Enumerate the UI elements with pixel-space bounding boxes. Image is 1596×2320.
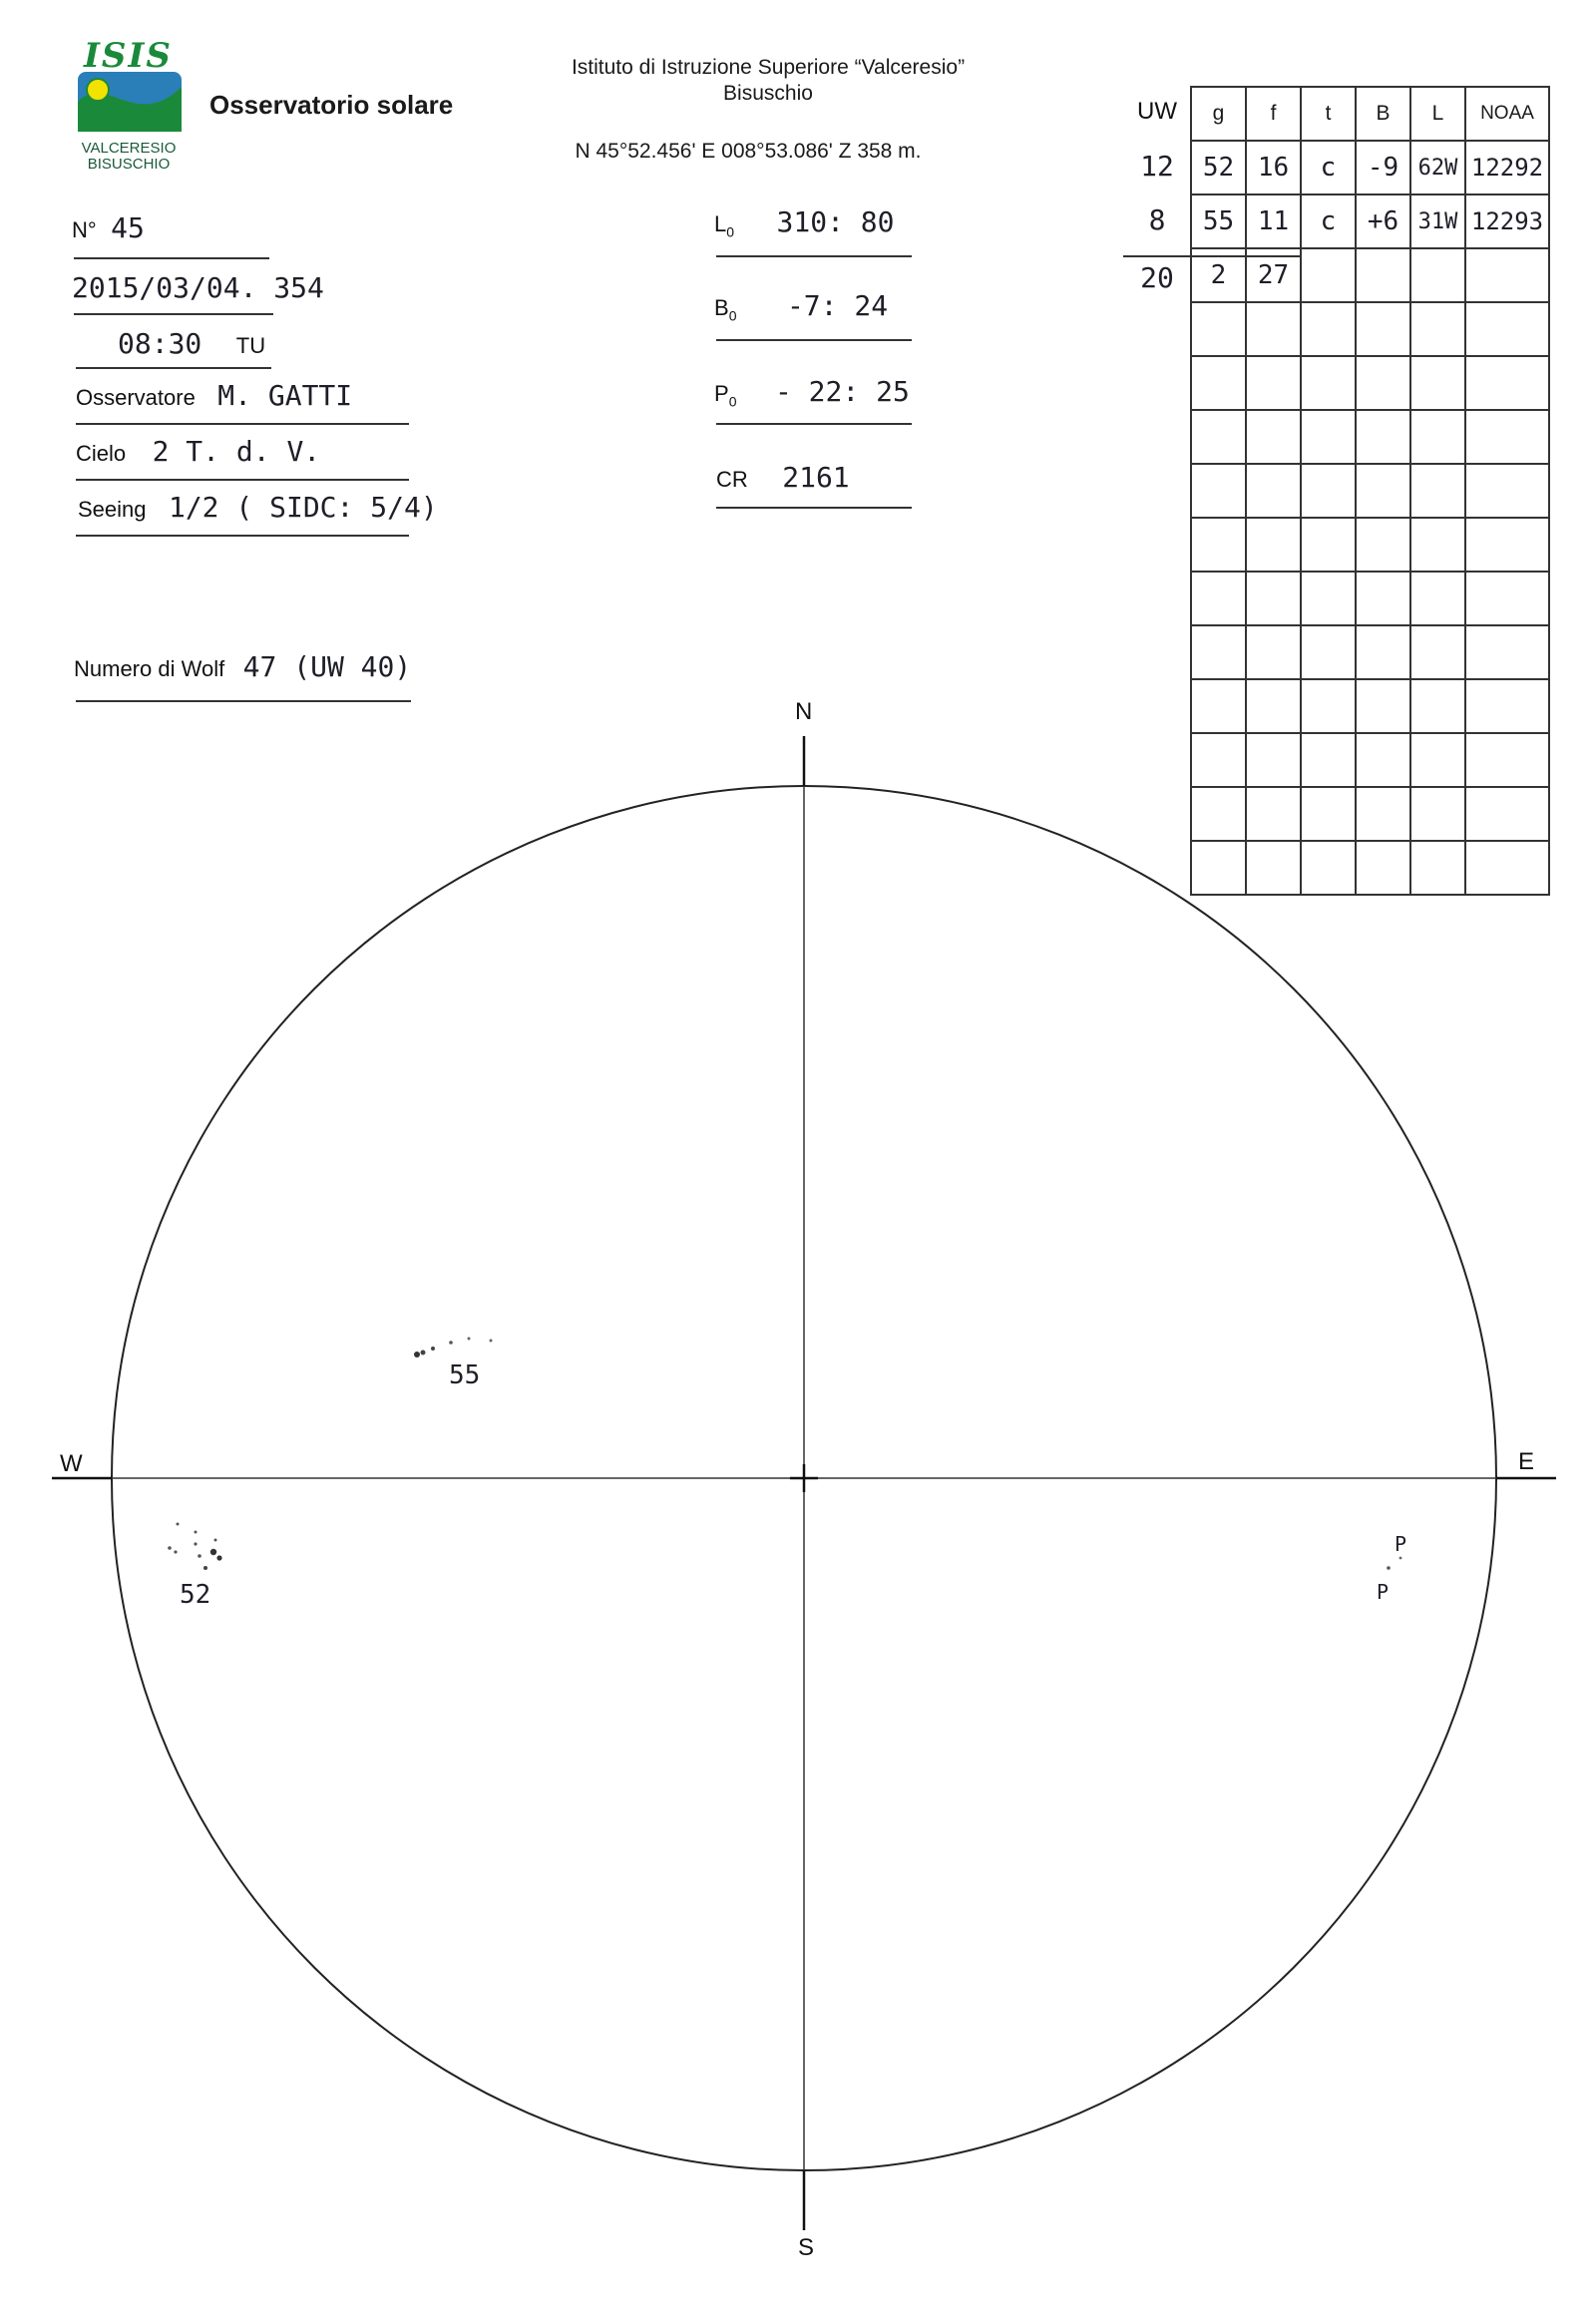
wolf-number-value: 47 (UW 40) — [242, 650, 412, 683]
table-cell: 52 — [1191, 141, 1246, 194]
table-header-cell: B — [1356, 87, 1410, 141]
sunspot-group-52 — [168, 1523, 221, 1571]
logo-text: ISIS — [84, 36, 173, 76]
logo-subtitle-2: BISUSCHIO — [87, 156, 171, 173]
pore-label: P — [1395, 1532, 1407, 1556]
group-label-55: 55 — [449, 1360, 481, 1390]
institute-name: Istituto di Istruzione Superiore “Valceresio” — [571, 56, 966, 79]
observer-value: M. GATTI — [217, 379, 353, 412]
table-cell: +6 — [1356, 194, 1410, 248]
L0-value: 310: 80 — [776, 205, 895, 238]
uw-row-1: 12 — [1140, 150, 1174, 183]
institute-location: Bisuschio — [723, 82, 813, 105]
north-label: N — [795, 698, 813, 725]
table-cell: 27 — [1246, 248, 1301, 302]
table-cell: 11 — [1246, 194, 1301, 248]
time-value: 08:30 — [118, 327, 202, 360]
table-header-cell: NOAA — [1465, 87, 1549, 141]
table-header-cell: g — [1191, 87, 1246, 141]
CR-value: 2161 — [782, 461, 850, 494]
table-cell: c — [1301, 194, 1356, 248]
table-header-cell: f — [1246, 87, 1301, 141]
observatory-title: Osservatorio solare — [209, 90, 454, 120]
wolf-number-label: Numero di Wolf — [74, 656, 225, 681]
table-cell: 62W — [1410, 141, 1465, 194]
uw-total: 20 — [1140, 261, 1174, 294]
east-label: E — [1518, 1448, 1535, 1475]
P0-label: $P_0$ — [714, 381, 737, 410]
seeing-label: Seeing — [78, 497, 147, 522]
seeing-value: 1/2 ( SIDC: 5/4) — [168, 491, 438, 524]
table-cell: c — [1301, 141, 1356, 194]
uw-row-2: 8 — [1148, 203, 1166, 236]
L0-label: $L_0$ — [714, 211, 735, 240]
table-cell: -9 — [1356, 141, 1410, 194]
table-cell: 12292 — [1465, 141, 1549, 194]
B0-value: -7: 24 — [786, 289, 889, 322]
pore-label: P — [1377, 1580, 1390, 1604]
pores-east — [1387, 1557, 1401, 1570]
table-cell: 55 — [1191, 194, 1246, 248]
time-unit: TU — [235, 333, 266, 358]
logo-subtitle-1: VALCERESIO — [81, 140, 177, 157]
observer-label: Osservatore — [76, 385, 196, 410]
table-header-cell: t — [1301, 87, 1356, 141]
table-cell: 16 — [1246, 141, 1301, 194]
west-label: W — [60, 1450, 83, 1477]
CR-label: CR — [716, 467, 748, 492]
south-label: S — [798, 2234, 815, 2261]
date-value: 2015/03/04. 354 — [72, 271, 324, 304]
sky-value: 2 T. d. V. — [152, 435, 321, 468]
table-header-cell: L — [1410, 87, 1465, 141]
record-number-value: 45 — [111, 211, 145, 244]
group-label-52: 52 — [180, 1580, 211, 1610]
table-cell: 31W — [1410, 194, 1465, 248]
table-cell: 2 — [1191, 248, 1246, 302]
table-cell: 12293 — [1465, 194, 1549, 248]
record-number-label: N° — [72, 217, 97, 242]
P0-value: - 22: 25 — [774, 375, 910, 408]
uw-header: UW — [1137, 98, 1177, 125]
B0-label: $B_0$ — [714, 295, 737, 324]
sky-label: Cielo — [76, 441, 127, 466]
sunspot-group-55 — [414, 1338, 493, 1358]
observatory-coordinates: N 45°52.456' E 008°53.086' Z 358 m. — [575, 140, 922, 163]
